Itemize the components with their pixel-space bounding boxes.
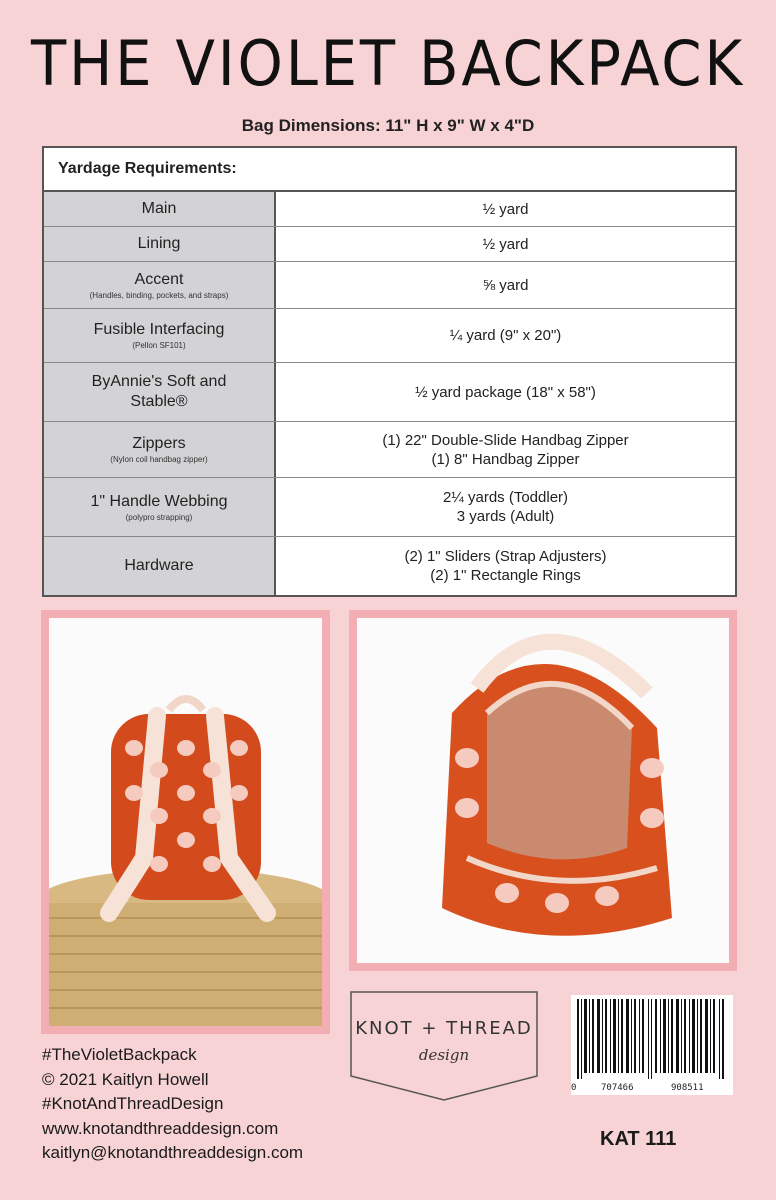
row-value: ¼ yard (9" x 20"): [449, 327, 562, 344]
backpack-open-photo: [349, 610, 737, 971]
row-value-cell: [276, 363, 735, 421]
row-label: Zippers: [132, 435, 186, 452]
row-sublabel: (Handles, binding, pockets, and straps): [89, 290, 229, 300]
row-value-cell: [276, 478, 735, 536]
table-row: [44, 477, 735, 536]
table-row: [44, 362, 735, 421]
barcode-bars-icon: [571, 995, 733, 1081]
row-value: (1) 8" Handbag Zipper: [431, 450, 580, 468]
row-value-cell: [276, 309, 735, 362]
logo-script: design: [418, 1046, 470, 1064]
product-code: KAT 111: [600, 1128, 677, 1150]
row-label: Main: [141, 200, 177, 217]
row-label: Accent: [134, 270, 184, 288]
row-label-cell: [44, 262, 276, 308]
row-value: ⅝ yard: [482, 276, 529, 294]
row-label-cell: [44, 363, 276, 421]
row-sublabel: (Nylon coil handbag zipper): [110, 455, 208, 464]
row-label: 1" Handle Webbing: [90, 492, 228, 510]
row-value: 2¼ yards (Toddler): [442, 489, 569, 506]
table-row: [44, 226, 735, 261]
row-value: (2) 1" Sliders (Strap Adjusters): [404, 548, 607, 565]
yardage-table: [42, 146, 737, 597]
barcode-digits-right: 908511: [671, 1083, 704, 1093]
row-value-cell: [276, 227, 735, 261]
row-label-cell: [44, 537, 276, 595]
row-value: ½ yard: [482, 200, 529, 218]
backpack-back-illustration: [49, 618, 322, 1026]
website-link[interactable]: www.knotandthreaddesign.com: [42, 1118, 279, 1138]
hashtag-pattern: #TheVioletBackpack: [42, 1045, 197, 1064]
row-value: (1) 22" Double-Slide Handbag Zipper: [382, 431, 629, 449]
table-row: [44, 261, 735, 308]
row-value-cell: [276, 422, 735, 477]
row-value-cell: [276, 537, 735, 595]
email-link[interactable]: kaitlyn@knotandthreaddesign.com: [42, 1143, 304, 1162]
table-row: [44, 536, 735, 595]
row-sublabel: (Pellon SF101): [132, 341, 186, 350]
hashtag-brand: #KnotAndThreadDesign: [42, 1094, 224, 1113]
backpack-open-illustration: [357, 618, 729, 963]
row-label: Hardware: [124, 557, 194, 574]
knot-thread-logo: [349, 990, 539, 1102]
row-label: Fusible Interfacing: [93, 321, 225, 338]
barcode: [571, 995, 733, 1095]
row-label-cell: [44, 192, 276, 226]
table-heading: Yardage Requirements:: [44, 148, 735, 192]
row-value: (2) 1" Rectangle Rings: [430, 567, 581, 584]
logo-wordmark: KNOT + THREAD: [355, 1018, 533, 1039]
page-title: THE VIOLET BACKPACK: [31, 27, 745, 100]
table-row: [44, 192, 735, 226]
table-row: [44, 421, 735, 477]
row-label-cell: [44, 478, 276, 536]
row-label: Lining: [137, 235, 181, 252]
copyright: © 2021 Kaitlyn Howell: [42, 1069, 209, 1089]
barcode-digit-left: 0: [571, 1083, 577, 1093]
row-label-cell: [44, 422, 276, 477]
table-row: [44, 308, 735, 362]
row-value: ½ yard: [482, 235, 529, 253]
row-value: 3 yards (Adult): [456, 508, 555, 525]
row-value-cell: [276, 192, 735, 226]
row-value-cell: [276, 262, 735, 308]
row-sublabel: (polypro strapping): [125, 512, 193, 522]
row-label-cell: [44, 227, 276, 261]
barcode-digits-mid: 707466: [601, 1083, 634, 1093]
credits: [42, 1043, 303, 1166]
bag-dimensions: Bag Dimensions: 11" H x 9" W x 4"D: [241, 116, 535, 135]
row-label-cell: [44, 309, 276, 362]
row-value: ½ yard package (18" x 58"): [415, 383, 596, 401]
row-label: ByAnnie's Soft and Stable®: [91, 373, 227, 410]
backpack-back-photo: [41, 610, 330, 1034]
